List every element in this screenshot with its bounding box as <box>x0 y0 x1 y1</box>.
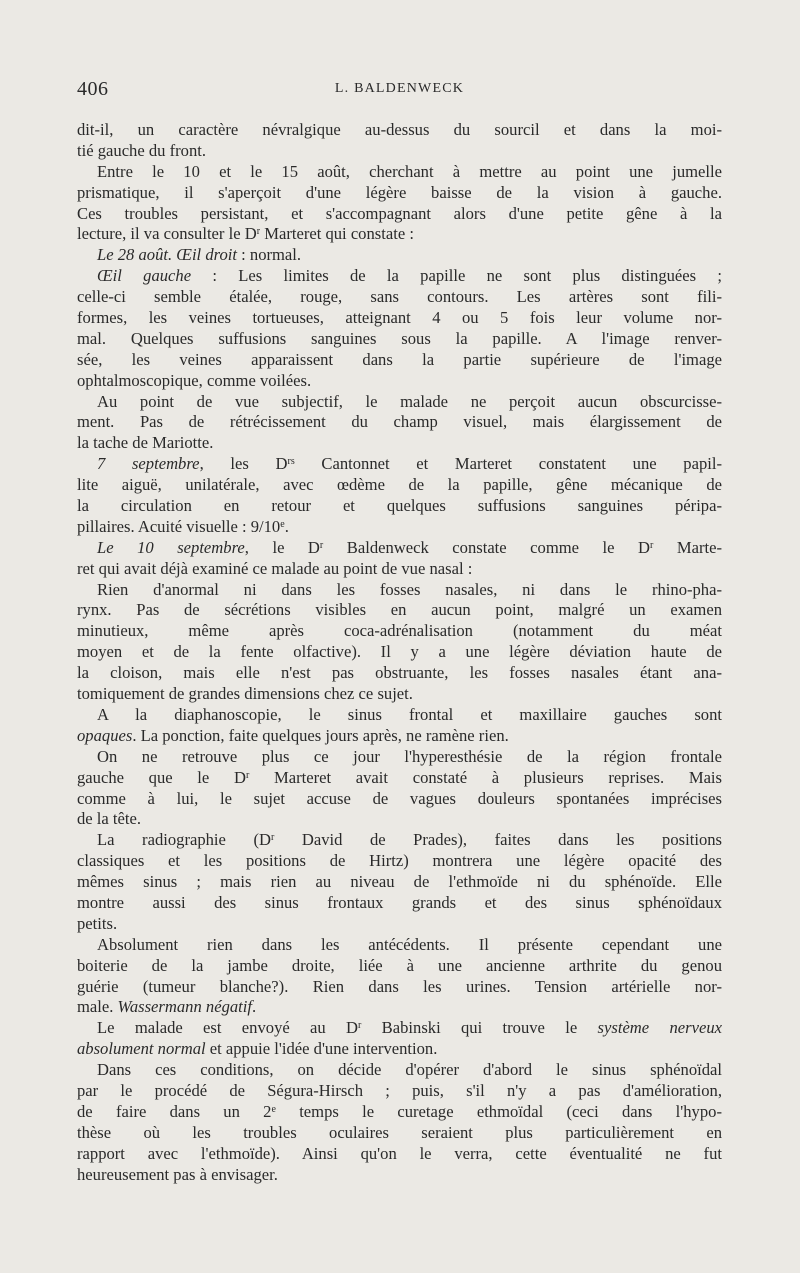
text-line: absolument normal et appuie l'idée d'une intervention. <box>77 1039 438 1059</box>
text-line: Au point de vue subjectif, le malade ne perçoit aucun obscurcisse- <box>97 391 722 411</box>
text-line: tomiquement de grandes dimensions chez ce sujet. <box>77 684 413 704</box>
text-line: ment. Pas de rétrécissement du champ visuel, mais élargissement de <box>77 412 722 432</box>
text-line: guérie (tumeur blanche?). Rien dans les urines. Tension artérielle nor- <box>77 976 722 996</box>
text-line: Rien d'anormal ni dans les fosses nasales, ni dans le rhino-pha- <box>97 579 722 599</box>
text-line: de faire dans un 2e temps le curetage ethmoïdal (ceci dans l'hypo- <box>77 1101 722 1121</box>
text-line: la tache de Mariotte. <box>77 433 214 453</box>
page-header <box>77 78 722 102</box>
text-line: lecture, il va consulter le $D^r$ Marteret qui constate : <box>77 224 414 244</box>
text-line: petits. <box>77 913 118 933</box>
text-line: heureusement pas à envisager. <box>77 1164 278 1184</box>
text-line: la circulation en retour et quelques suffusions sanguines péripa- <box>77 496 722 516</box>
text-line: La radiographie ($D^r$ David de Prades), faites dans les positions <box>97 830 722 850</box>
text-line: A la diaphanoscopie, le sinus frontal et maxillaire gauches sont <box>97 704 722 724</box>
text-line: male. Wassermann négatif. <box>77 997 257 1017</box>
text-line: 7 septembre, les $D^{rs}$ Cantonnet et Marteret constatent une papil- <box>97 454 722 474</box>
text-line: dit-il, un caractère névralgique au-dessus du sourcil et dans la moi- <box>77 120 722 139</box>
text-line: opaques. La ponction, faite quelques jours après, ne ramène rien. <box>77 725 509 745</box>
text-line: rapport avec l'ethmoïde). Ainsi qu'on le verra, cette éventualité ne fut <box>77 1143 722 1163</box>
text-line: celle-ci semble étalée, rouge, sans contours. Les artères sont fili- <box>77 287 722 307</box>
text-line: ophtalmoscopique, comme voilées. <box>77 370 312 390</box>
text-line: mal. Quelques suffusions sanguines sous la papille. A l'image renver- <box>77 328 722 348</box>
text-line: montre aussi des sinus frontaux grands et des sinus sphénoïdaux <box>77 892 722 912</box>
text-line: Dans ces conditions, on décide d'opérer d'abord le sinus sphénoïdal <box>97 1060 722 1080</box>
body-text <box>77 120 722 1185</box>
text-line: thèse où les troubles oculaires seraient plus particulièrement en <box>77 1122 722 1142</box>
text-line: moyen et de la fente olfactive). Il y a une légère déviation haute de <box>77 642 722 662</box>
text-line: Le malade est envoyé au $D^r$ Babinski qui trouve le système nerveux <box>97 1018 722 1038</box>
text-line: Absolument rien dans les antécédents. Il présente cependant une <box>97 934 722 954</box>
text-line: la cloison, mais elle n'est pas obstruante, les fosses nasales étant ana- <box>77 663 722 683</box>
text-line: Le 10 septembre, le $D^r$ Baldenweck constate comme le $D^r$ Marte- <box>97 537 722 557</box>
text-line: minutieux, même après coca-adrénalisation (notamment du méat <box>77 621 722 641</box>
text-line: par le procédé de Ségura-Hirsch ; puis, s'il n'y a pas d'amélioration, <box>77 1080 722 1100</box>
text-line: prismatique, il s'aperçoit d'une légère baisse de la vision à gauche. <box>77 182 722 202</box>
text-line: classiques et les positions de Hirtz) montrera une légère opacité des <box>77 851 722 871</box>
text-line: sée, les veines apparaissent dans la partie supérieure de l'image <box>77 349 722 369</box>
text-line: Œil gauche : Les limites de la papille ne sont plus distinguées ; <box>97 266 722 286</box>
text-line: gauche que le $D^r$ Marteret avait constaté à plusieurs reprises. Mais <box>77 767 723 787</box>
text-line: mêmes sinus ; mais rien au niveau de l'ethmoïde ni du sphénoïde. Elle <box>77 872 722 892</box>
text-line: lite aiguë, unilatérale, avec œdème de la papille, gêne mécanique de <box>77 475 722 495</box>
running-head: L. BALDENWECK <box>334 81 465 96</box>
text-line: On ne retrouve plus ce jour l'hyperesthésie de la région frontale <box>97 746 722 766</box>
text-line: comme à lui, le sujet accuse de vagues douleurs spontanées imprécises <box>77 788 722 808</box>
text-line: Entre le 10 et le 15 août, cherchant à mettre au point une jumelle <box>97 161 722 181</box>
text-line: de la tête. <box>77 809 142 829</box>
page-number: 406 <box>77 78 109 100</box>
text-line: tié gauche du front. <box>77 140 207 160</box>
text-line: Le 28 août. Œil droit : normal. <box>97 245 302 265</box>
text-line: formes, les veines tortueuses, atteignant 4 ou 5 fois leur volume nor- <box>77 308 722 328</box>
text-line: Ces troubles persistant, et s'accompagnant alors d'une petite gêne à la <box>77 203 722 223</box>
text-line: pillaires. Acuité visuelle : 9/10e. <box>77 516 289 536</box>
text-line: boiterie de la jambe droite, liée à une ancienne arthrite du genou <box>77 955 722 975</box>
text-line: ret qui avait déjà examiné ce malade au point de vue nasal : <box>77 558 473 578</box>
text-line: rynx. Pas de sécrétions visibles en aucun point, malgré un examen <box>77 600 722 620</box>
